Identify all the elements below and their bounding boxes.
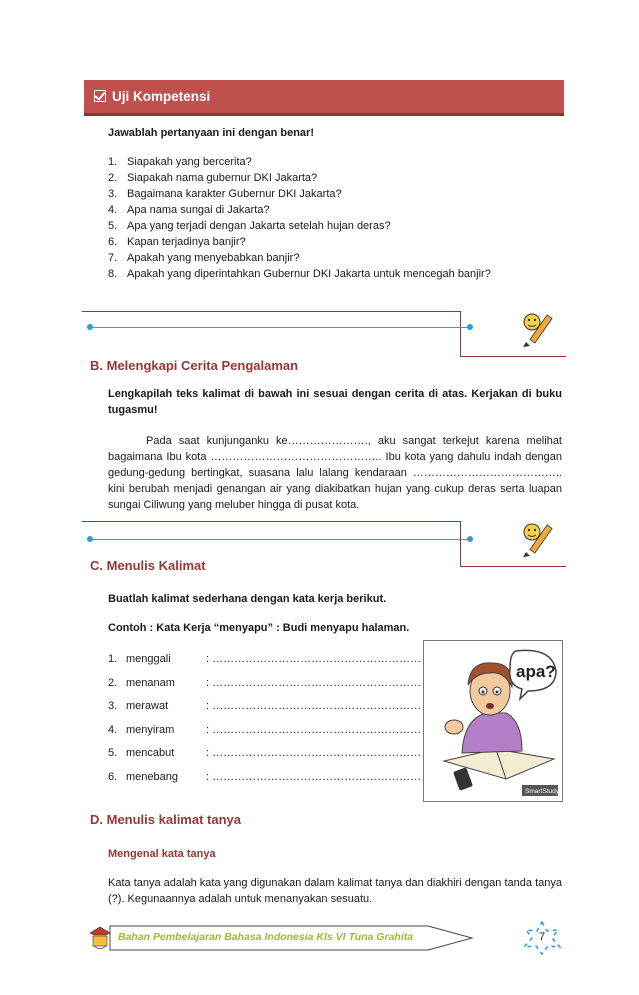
question-number: 4. xyxy=(108,204,118,216)
pencil-writer-icon xyxy=(520,518,562,558)
verb-blank: : ………………………………………………… xyxy=(206,676,422,689)
question-item xyxy=(108,234,491,250)
section-c-example: Contoh : Kata Kerja “menyapu” : Budi menyapu halaman. xyxy=(108,622,410,634)
question-number: 8. xyxy=(108,268,118,280)
question-text: Apakah yang menyebabkan banjir? xyxy=(127,252,300,264)
verb-blank: : ………………………………………………… xyxy=(206,700,422,712)
question-item xyxy=(108,186,491,202)
verb-word: mencabut xyxy=(126,747,175,759)
question-item xyxy=(108,218,491,234)
verb-item xyxy=(108,698,421,714)
question-item xyxy=(108,154,491,170)
verb-item xyxy=(108,651,421,667)
verb-num: 6. xyxy=(108,770,118,783)
thinking-student-illustration xyxy=(424,641,562,801)
verb-num: 1. xyxy=(108,653,118,665)
page-number-badge xyxy=(520,920,564,956)
question-text: Apakah yang diperintahkan Gubernur DKI Jakarta untuk mencegah banjir? xyxy=(127,268,491,280)
question-number: 6. xyxy=(108,236,118,248)
verb-blank: : ………………………………………………… xyxy=(206,770,422,783)
section-b-paragraph: Pada saat kunjunganku ke…………………., aku sangat terkejut karena melihat bagaimana Ibu kota ……………………………………….. Ibu kota yang dahulu indah dengan gedung-gedung bertingkat, suasana lalu lalang kendaraan ………………………………….. kini berubah menjadi genangan air yang diakibatkan hujan yang cukup deras serta luapan sungai Ciliwung yang meluber hingga di pusat kota. xyxy=(108,435,562,511)
question-text: Kapan terjadinya banjir? xyxy=(127,236,246,248)
verb-num: 2. xyxy=(108,676,118,689)
verb-blank: : ………………………………………………… xyxy=(206,653,422,665)
question-number: 1. xyxy=(108,156,118,168)
footer-banner xyxy=(88,923,478,953)
checkbox-icon xyxy=(94,90,106,102)
footer-label: Bahan Pembelajaran Bahasa Indonesia Kls VI Tuna Grahita xyxy=(118,931,414,943)
verb-list xyxy=(108,651,422,791)
verb-word: merawat xyxy=(126,700,169,712)
section-b-title: B. Melengkapi Cerita Pengalaman xyxy=(90,358,299,373)
verb-word: menyiram xyxy=(126,723,175,736)
section-d-title: D. Menulis kalimat tanya xyxy=(90,812,241,827)
page-number: 7 xyxy=(538,931,546,943)
section-d-subtitle: Mengenal kata tanya xyxy=(108,848,216,860)
verb-item xyxy=(108,722,421,738)
verb-blank: : ………………………………………………… xyxy=(206,747,422,759)
school-logo-icon xyxy=(88,925,112,951)
section-c-instruction: Buatlah kalimat sederhana dengan kata kerja berikut. xyxy=(108,593,387,605)
uji-instruction: Jawablah pertanyaan ini dengan benar! xyxy=(108,127,314,139)
section-d-paragraph: Kata tanya adalah kata yang digunakan dalam kalimat tanya dan diakhiri dengan tanda tanya (?). Kegunaannya adalah untuk menanyakan sesuatu. xyxy=(108,877,562,905)
uji-kompetensi-banner xyxy=(84,80,564,116)
question-item xyxy=(108,266,491,282)
verb-word: menanam xyxy=(126,676,175,689)
verb-word: menebang xyxy=(126,770,178,783)
question-item xyxy=(108,202,491,218)
question-number: 2. xyxy=(108,172,118,184)
uji-kompetensi-title: Uji Kompetensi xyxy=(112,89,211,104)
verb-num: 3. xyxy=(108,700,118,712)
question-number: 7. xyxy=(108,252,118,264)
question-item xyxy=(108,250,491,266)
pencil-writer-icon xyxy=(520,308,562,348)
question-number: 3. xyxy=(108,188,118,200)
speech-text: apa? xyxy=(516,662,556,681)
section-b-instruction: Lengkapilah teks kalimat di bawah ini sesuai dengan cerita di atas. Kerjakan di buku tugasmu! xyxy=(108,388,562,416)
verb-item xyxy=(108,769,421,785)
brand-text: SmartStudy xyxy=(525,788,559,795)
question-text: Apa nama sungai di Jakarta? xyxy=(127,204,270,216)
verb-num: 4. xyxy=(108,723,118,736)
question-list xyxy=(108,154,491,282)
verb-blank: : ………………………………………………… xyxy=(206,723,422,736)
verb-num: 5. xyxy=(108,747,118,759)
verb-word: menggali xyxy=(126,653,171,665)
illustration-frame xyxy=(423,640,563,802)
question-text: Siapakah yang bercerita? xyxy=(127,156,252,168)
question-item xyxy=(108,170,491,186)
question-text: Bagaimana karakter Gubernur DKI Jakarta? xyxy=(127,188,342,200)
verb-item xyxy=(108,675,421,691)
question-text: Siapakah nama gubernur DKI Jakarta? xyxy=(127,172,318,184)
section-c-title: C. Menulis Kalimat xyxy=(90,558,206,573)
question-number: 5. xyxy=(108,220,118,232)
verb-item xyxy=(108,745,421,761)
question-text: Apa yang terjadi dengan Jakarta setelah hujan deras? xyxy=(127,220,391,232)
